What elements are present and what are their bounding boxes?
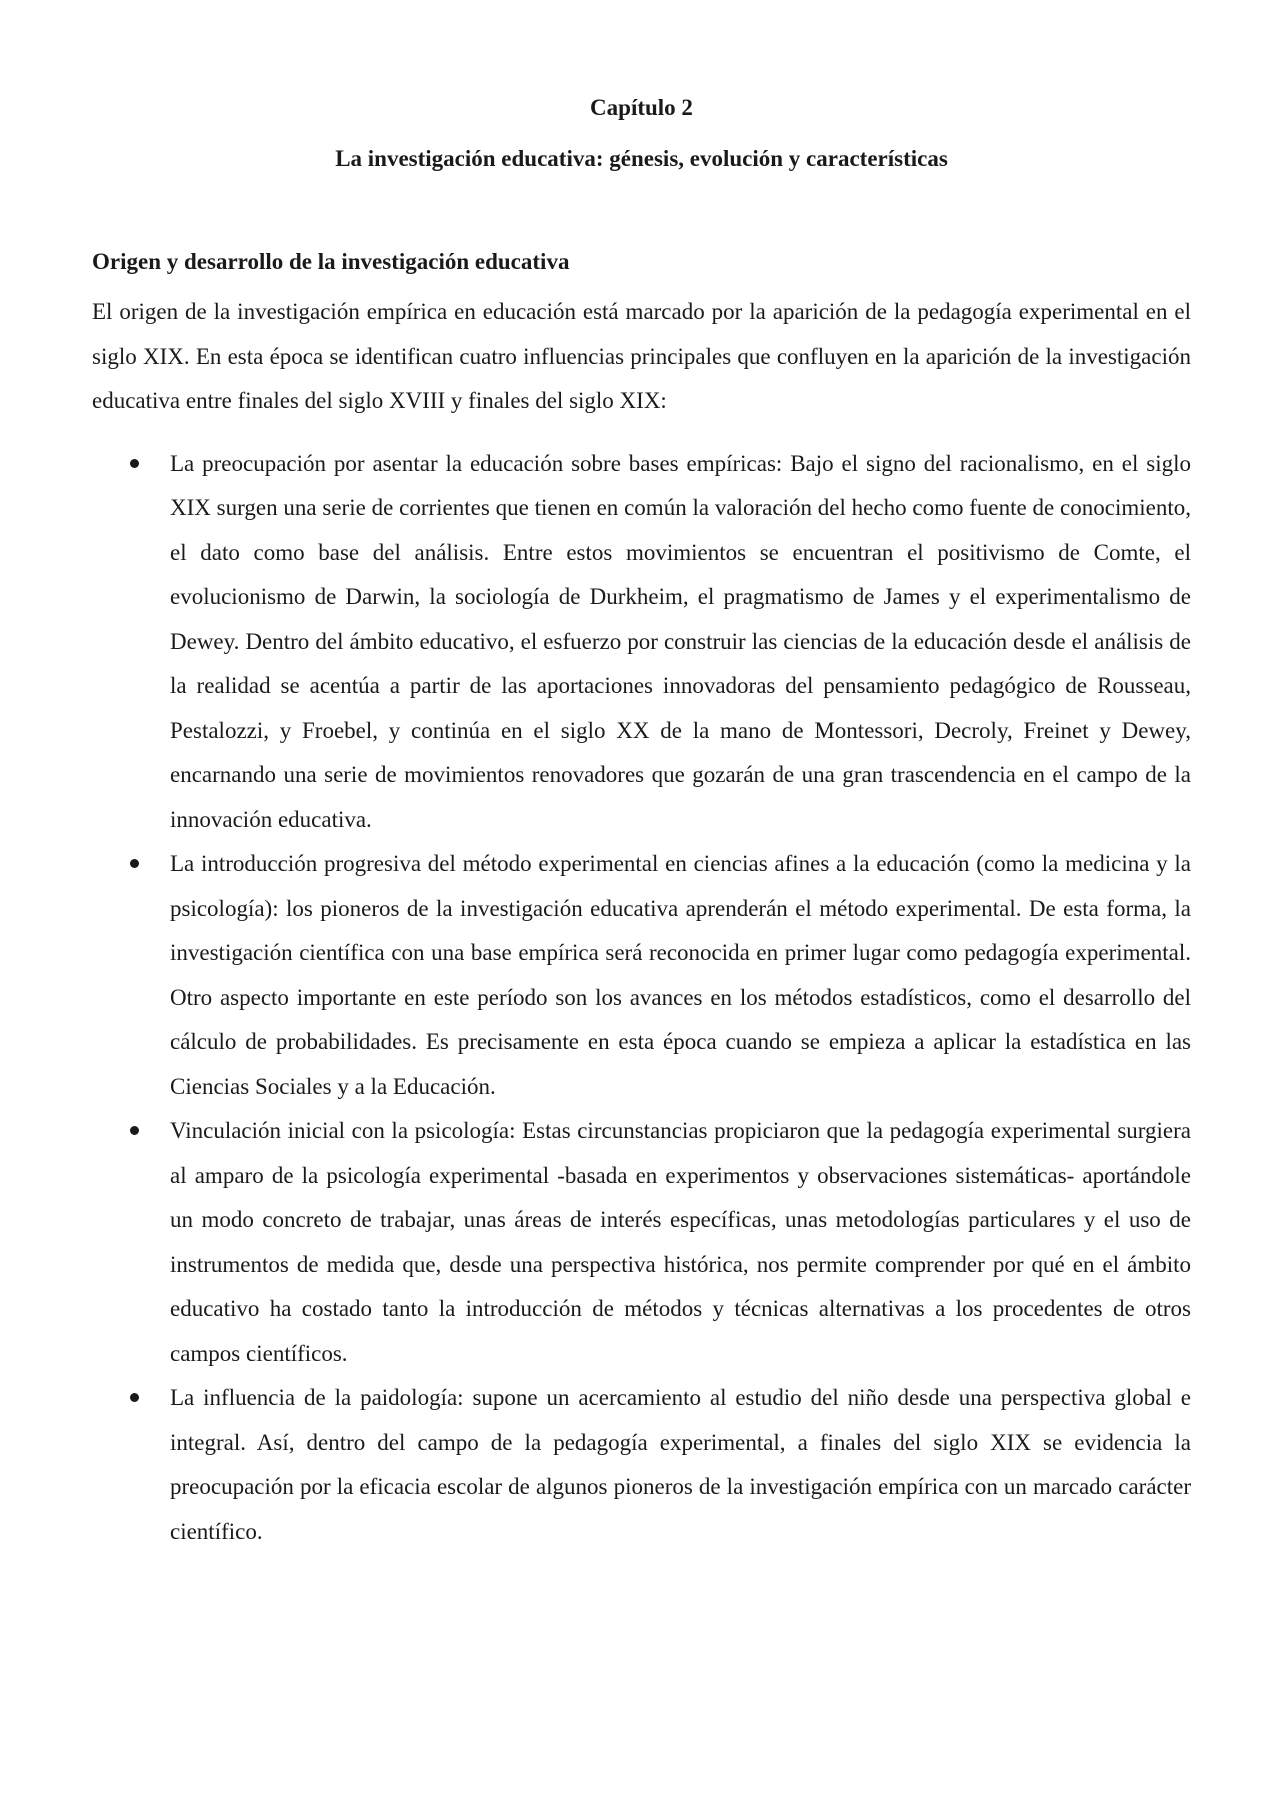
influences-list [92,442,1191,1555]
bullet-icon [130,859,139,868]
intro-paragraph: El origen de la investigación empírica en educación está marcado por la aparición de la pedagogía experimental en el siglo XIX. En esta época se identifican cuatro influencias principales que confluyen en la aparición de la investigación educativa entre finales del siglo XVIII y finales del siglo XIX: [92,299,1191,413]
chapter-title: La investigación educativa: génesis, evolución y características [335,146,948,171]
list-item [92,442,1191,843]
section-heading: Origen y desarrollo de la investigación educativa [92,249,570,274]
list-item-text: La introducción progresiva del método experimental en ciencias afines a la educación (como la medicina y la psicología): los pioneros de la investigación educativa aprenderán el método experimental. De esta forma, la investigación científica con una base empírica será reconocida en primer lugar como pedagogía experimental. Otro aspecto importante en este período son los avances en los métodos estadísticos, como el desarrollo del cálculo de probabilidades. Es precisamente en esta época cuando se empieza a aplicar la estadística en las Ciencias Sociales y a la Educación. [170,851,1191,1099]
list-item-text: La influencia de la paidología: supone un acercamiento al estudio del niño desde una perspectiva global e integral. Así, dentro del campo de la pedagogía experimental, a finales del siglo XIX se evidencia la preocupación por la eficacia escolar de algunos pioneros de la investigación empírica con un marcado carácter científico. [170,1385,1191,1544]
bullet-icon [130,459,139,468]
list-item [92,1376,1191,1554]
document-page [92,88,1191,1554]
chapter-number: Capítulo 2 [590,95,693,120]
bullet-icon [130,1126,139,1135]
list-item [92,1109,1191,1376]
bullet-icon [130,1393,139,1402]
list-item [92,842,1191,1109]
list-item-text: Vinculación inicial con la psicología: Estas circunstancias propiciaron que la pedagogía experimental surgiera al amparo de la psicología experimental -basada en experimentos y observaciones sistemáticas- aportándole un modo concreto de trabajar, unas áreas de interés específicas, unas metodologías particulares y el uso de instrumentos de medida que, desde una perspectiva histórica, nos permite comprender por qué en el ámbito educativo ha costado tanto la introducción de métodos y técnicas alternativas a los procedentes de otros campos científicos. [170,1118,1191,1366]
list-item-text: La preocupación por asentar la educación sobre bases empíricas: Bajo el signo del racionalismo, en el siglo XIX surgen una serie de corrientes que tienen en común la valoración del hecho como fuente de conocimiento, el dato como base del análisis. Entre estos movimientos se encuentran el positivismo de Comte, el evolucionismo de Darwin, la sociología de Durkheim, el pragmatismo de James y el experimentalismo de Dewey. Dentro del ámbito educativo, el esfuerzo por construir las ciencias de la educación desde el análisis de la realidad se acentúa a partir de las aportaciones innovadoras del pensamiento pedagógico de Rousseau, Pestalozzi, y Froebel, y continúa en el siglo XX de la mano de Montessori, Decroly, Freinet y Dewey, encarnando una serie de movimientos renovadores que gozarán de una gran trascendencia en el campo de la innovación educativa. [170,450,1191,832]
